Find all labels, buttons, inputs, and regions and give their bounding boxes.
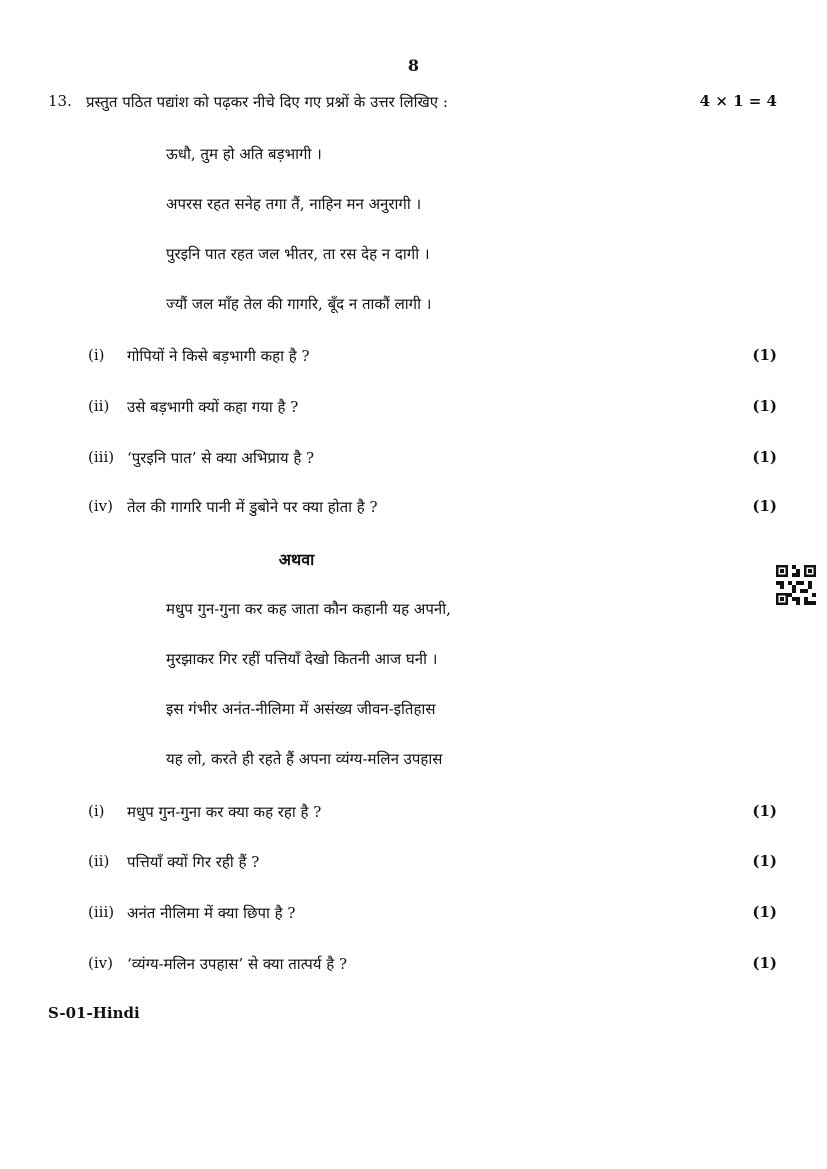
passage-2-line: यह लो, करते ही रहते हैं अपना व्यंग्य-मलिन उपहास (166, 750, 443, 768)
subquestion-marks: (1) (752, 497, 777, 515)
subquestion-marks: (1) (752, 852, 777, 870)
subquestion-marks: (1) (752, 346, 777, 364)
subquestion-marks: (1) (752, 397, 777, 415)
subquestion-text: गोपियों ने किसे बड़भागी कहा है ? (127, 347, 310, 365)
subquestion-number: (iii) (88, 448, 115, 466)
subquestion-number: (i) (88, 346, 105, 364)
page-number: 8 (407, 56, 420, 75)
question-number: 13. (48, 92, 72, 110)
subquestion-text: तेल की गागरि पानी में डुबोने पर क्या होता है ? (127, 498, 378, 516)
total-marks: 4 × 1 = 4 (699, 92, 777, 110)
qr-code-icon (776, 565, 816, 605)
passage-1-line: ऊधौ, तुम हो अति बड़भागी । (166, 145, 322, 163)
passage-1-line: ज्यौं जल माँह तेल की गागरि, बूँद न ताकौं लागी । (166, 295, 432, 313)
or-label: अथवा (278, 550, 315, 569)
subquestion-number: (iv) (88, 954, 113, 972)
subquestion-text: पत्तियाँ क्यों गिर रही हैं ? (127, 853, 260, 871)
subquestion-marks: (1) (752, 802, 777, 820)
passage-1-line: पुरइनि पात रहत जल भीतर, ता रस देह न दागी । (166, 245, 430, 263)
subquestion-marks: (1) (752, 903, 777, 921)
passage-2-line: इस गंभीर अनंत-नीलिमा में असंख्य जीवन-इतिहास (166, 700, 436, 718)
question-instruction: प्रस्तुत पठित पद्यांश को पढ़कर नीचे दिए गए प्रश्नों के उत्तर लिखिए : (86, 93, 448, 111)
subquestion-number: (ii) (88, 397, 110, 415)
subquestion-text: मधुप गुन-गुना कर क्या कह रहा है ? (127, 803, 322, 821)
passage-2-line: मधुप गुन-गुना कर कह जाता कौन कहानी यह अपनी, (166, 600, 451, 618)
subquestion-text: उसे बड़भागी क्यों कहा गया है ? (127, 398, 299, 416)
footer-paper-code: S-01-Hindi (48, 1004, 140, 1022)
passage-1-line: अपरस रहत सनेह तगा तैं, नाहिन मन अनुरागी । (166, 195, 422, 213)
subquestion-marks: (1) (752, 448, 777, 466)
subquestion-text: ‘पुरइनि पात’ से क्या अभिप्राय है ? (127, 449, 315, 467)
subquestion-number: (i) (88, 802, 105, 820)
subquestion-number: (ii) (88, 852, 110, 870)
subquestion-text: अनंत नीलिमा में क्या छिपा है ? (127, 904, 296, 922)
passage-2-line: मुरझाकर गिर रहीं पत्तियाँ देखो कितनी आज घनी । (166, 650, 438, 668)
subquestion-number: (iv) (88, 497, 113, 515)
subquestion-text: ‘व्यंग्य-मलिन उपहास’ से क्या तात्पर्य है ? (127, 955, 348, 973)
subquestion-number: (iii) (88, 903, 115, 921)
subquestion-marks: (1) (752, 954, 777, 972)
